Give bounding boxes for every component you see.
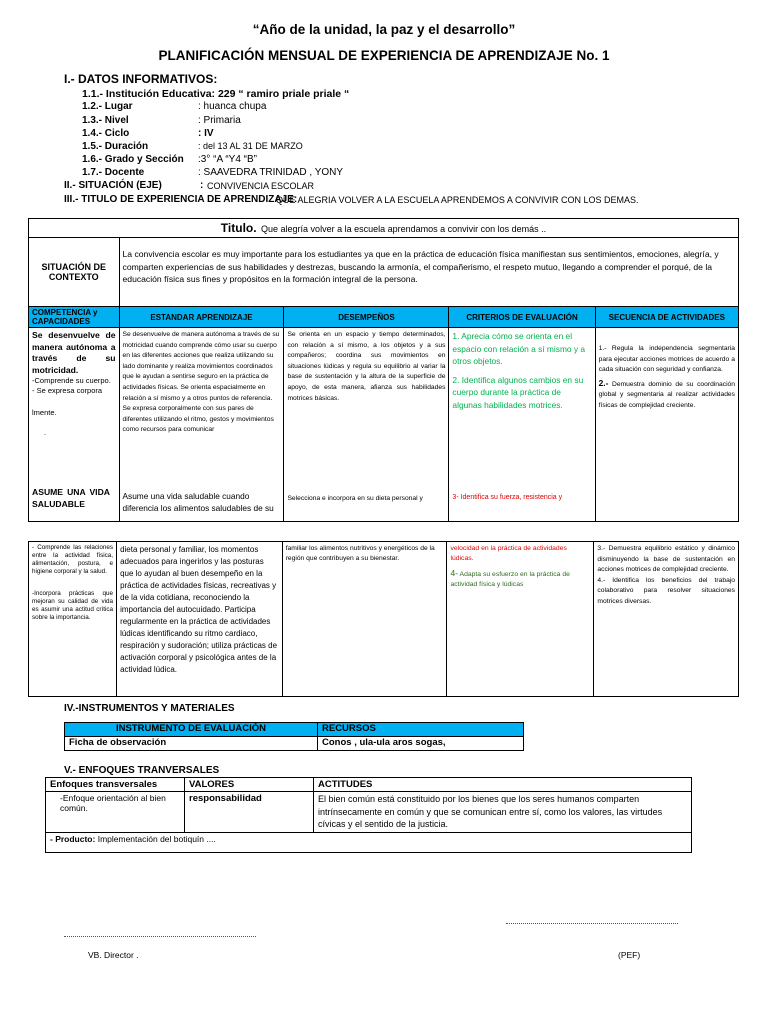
desempenos-cell (284, 328, 449, 522)
signature-line-director (64, 936, 256, 937)
grado-label: 1.6.- Grado y Sección (82, 154, 184, 165)
producto-label: - Producto: (50, 833, 96, 844)
grado-value: :3° “A “Y4 “B” (198, 154, 258, 165)
titulo-cell-label: Titulo. (220, 221, 257, 235)
recursos-value: Conos , ula-ula aros sogas, (318, 737, 524, 751)
recursos-header: RECURSOS (318, 723, 524, 737)
criterios-cell-2 (447, 542, 594, 697)
secuencia-1: 1.- Regula la independencia segmentaria para ejecutar acciones motrices de acuerdo a cada situación con seguridad y confianza. (598, 345, 735, 374)
competencia-item: . (44, 428, 47, 437)
situacion-contexto-text: La convivencia escolar es muy importante para los estudiantes ya que en la práctica de educación física manifiestan sus sentimientos, emociones, alegría, y comparten experiencias de sus habilidades y destrezas, buscando la armonía, el compañerismo, el respeto mutuo, llegando a comprender el porqué, de la educación física sus fines y propósitos en la formación integral de la persona. (119, 238, 738, 307)
competencia-item: -Comprende su cuerpo. (32, 376, 111, 385)
enfoque-value: -Enfoque orientación al bien común. (46, 792, 185, 833)
instrumentos-heading: IV.-INSTRUMENTOS Y MATERIALES (64, 703, 235, 714)
actitud-value: El bien común está constituido por los bienes que los seres humanos comparten intrínsecamente en común y que se comunican entre sí, como los valores, las virtudes cívicas y el sentido de la justicia. (314, 792, 692, 833)
header-secuencia: SECUENCIA DE ACTIVIDADES (595, 307, 738, 328)
titulo-label: III.- TITULO DE EXPERIENCIA DE APRENDIZAJE: (64, 194, 298, 205)
estandar-text: Se desenvuelve de manera autónoma a través de su motricidad cuando comprende cómo usar su cuerpo en las diferentes acciones que realiza utilizando su lado dominante y realiza movimientos coordinados que le ayudan a sentirse seguro en la práctica de actividades físicas. Se orienta espacialmente en relación a sí mismo y a otros puntos de referencia. Se expresa corporalmente con sus pares de diferentes utilizando el ritmo, gestos y movimientos como recursos para comunicar (122, 331, 280, 434)
valores-col-header: VALORES (185, 778, 314, 792)
competencia-item: lmente. (32, 408, 57, 417)
lugar-value: : huanca chupa (198, 101, 267, 112)
instrumento-header: INSTRUMENTO DE EVALUACIÓN (65, 723, 318, 737)
enfoques-heading: V.- ENFOQUES TRANVERSALES (64, 765, 220, 776)
criterio-3-cont: velocidad en la práctica de actividades lúdicas. (450, 545, 567, 562)
ciclo-value: : IV (198, 128, 214, 139)
situacion-colon: : (200, 180, 204, 191)
secuencia-4: 4.- Identifica los beneficios del trabajo colaborativo para resolver situaciones motrices diversas. (597, 576, 735, 605)
competencia-item: -Incorpora prácticas que mejoran su calidad de vida es asumir una actitud crítica sobre la importancia. (32, 590, 114, 621)
competencia-item: - Comprende las relaciones entre la actividad física, alimentación, postura, e higiene corporal y la salud. (32, 544, 114, 575)
pef-label: (PEF) (618, 950, 641, 960)
secuencia-2: Demuestra dominio de su coordinación global y segmentaria al realizar actividades físicas de complejidad creciente. (598, 380, 735, 409)
instrumentos-table (64, 722, 524, 751)
secuencia-3: 3.- Demuestra equilibrio estático y dinámico disminuyendo la base de sustentación en acciones motrices de complejidad creciente. (597, 545, 735, 574)
situacion-contexto-label: SITUACIÓN DE CONTEXTO (29, 238, 120, 307)
secuencia-cell (595, 328, 738, 522)
estandar-cell (119, 328, 284, 522)
director-label: VB. Director . (88, 950, 139, 960)
criterio-4-num: 4- (450, 568, 459, 578)
header-estandar: ESTANDAR APRENDIZAJE (119, 307, 284, 328)
desempeno-text: Se orienta en un espacio y tiempo determinados, con relación a sí mismo, a los objetos y a sus compañeros; coordina sus movimientos en situaciones lúdicas y regula su equilibrio al variar la base de sustentación y la altura de la superficie de apoyo, de esta manera, afianza sus habilidades motrices básicas. (287, 331, 446, 402)
nivel-value: : Primaria (198, 115, 241, 126)
criterio-3: 3- Identifica su fuerza, resistencia y (452, 494, 563, 501)
titulo-cell-text: Que alegría volver a la escuela aprendamos a convivir con los demás .. (261, 224, 547, 234)
header-competencia: COMPETENCIA y CAPACIDADES (29, 307, 120, 328)
desempeno-2-text: Selecciona e incorpora en su dieta personal y (287, 495, 423, 502)
criterio-1: 1. Aprecia cómo se orienta en el espacio con relación a sí mismo y a otros objetos. (452, 331, 586, 366)
motto: “Año de la unidad, la paz y el desarrollo” (252, 22, 516, 37)
planning-table (28, 218, 739, 522)
competencia-item: - Se expresa corpora (32, 386, 103, 395)
actitudes-col-header: ACTITUDES (314, 778, 692, 792)
situacion-label: II.- SITUACIÓN (EJE) (64, 180, 162, 191)
competencia-cell (29, 328, 120, 522)
estandar-2-text: Asume una vida saludable cuando diferencia los alimentos saludables de su (122, 491, 274, 513)
lugar-label: 1.2.- Lugar (82, 101, 133, 112)
secuencia-cell-2 (594, 542, 739, 697)
criterio-4: Adapta su esfuerzo en la práctica de actividad física y lúdicas (450, 571, 570, 588)
competencia-2-title: ASUME UNA VIDA SALUDABLE (32, 487, 110, 509)
criterio-2: 2. Identifica algunos cambios en su cuerpo durante la práctica de algunas habilidades motrices. (452, 374, 584, 410)
page-title: PLANIFICACIÓN MENSUAL DE EXPERIENCIA DE APRENDIZAJE No. 1 (158, 48, 610, 63)
docente-label: 1.7.- Docente (82, 167, 145, 178)
nivel-label: 1.3.- Nivel (82, 115, 129, 126)
ciclo-label: 1.4.- Ciclo (82, 128, 130, 139)
enfoques-table (45, 777, 692, 853)
estandar-cell-2: dieta personal y familiar, los momentos adecuados para ingerirlos y las posturas que lo ayudan al buen desempeño en la práctica de actividades físicas, recreativas y de la vida cotidiana, reconociendo la importancia del autocuidado. Participa regularmente en la práctica de actividades lúdicas identificando su ritmo cardiaco, respiración y sudoración; utiliza prácticas de activación corporal y psicológica antes de la actividad lúdica. (117, 542, 283, 697)
instrumento-value: Ficha de observación (65, 737, 318, 751)
secuencia-2-num: 2.- (598, 377, 609, 388)
docente-value: : SAAVEDRA TRINIDAD , YONY (198, 167, 344, 178)
valor-value: responsabilidad (185, 792, 314, 833)
datos-heading: I.- DATOS INFORMATIVOS: (64, 72, 218, 86)
criterios-cell (449, 328, 595, 522)
header-desempenos: DESEMPEÑOS (284, 307, 449, 328)
planning-table-continued (28, 541, 739, 697)
duracion-label: 1.5.- Duración (82, 141, 149, 152)
competencia-title: Se desenvuelve de manera autónoma a través de su motricidad. (32, 330, 116, 375)
desempenos-cell-2: familiar los alimentos nutritivos y energéticos de la región que contribuyen a su bienestar. (282, 542, 447, 697)
header-criterios: CRITERIOS DE EVALUACIÓN (449, 307, 595, 328)
institucion: 1.1.- Institución Educativa: 229 “ ramiro priale priale “ (82, 88, 350, 100)
producto-row (46, 832, 692, 852)
signature-line-pef (506, 923, 678, 924)
duracion-value: : del 13 AL 31 DE MARZO (198, 141, 303, 151)
competencia-cell-2 (29, 542, 117, 697)
producto-value: Implementación del botiquín .... (97, 833, 216, 844)
enfoques-col-header: Enfoques transversales (46, 778, 185, 792)
titulo-cell (29, 219, 739, 238)
titulo-value: QUE ALEGRIA VOLVER A LA ESCUELA APRENDEMOS A CONVIVIR CON LOS DEMAS. (276, 195, 639, 205)
situacion-value: CONVIVENCIA ESCOLAR (207, 181, 315, 191)
